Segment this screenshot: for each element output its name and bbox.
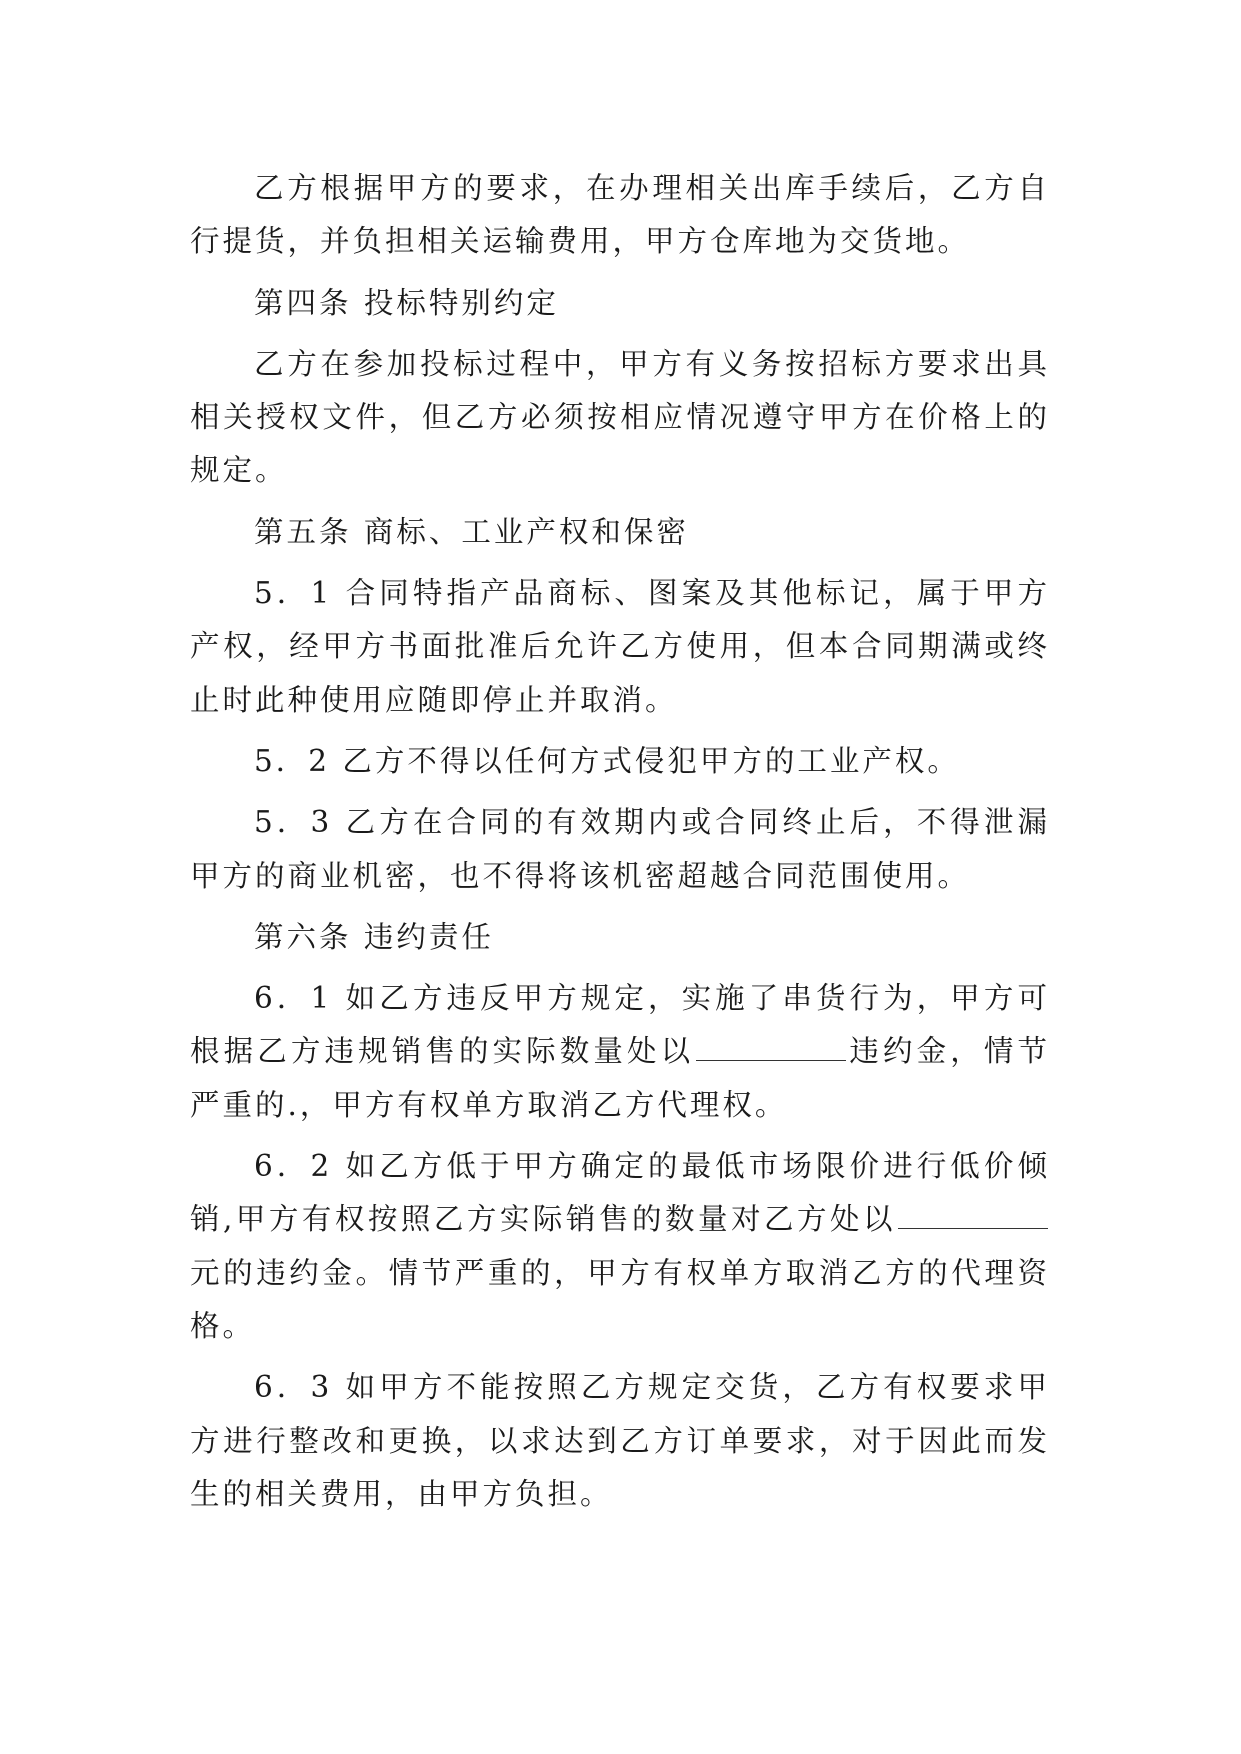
paragraph-6-1	[190, 972, 1050, 1132]
paragraph-5-2: 5．2 乙方不得以任何方式侵犯甲方的工业产权。	[254, 743, 960, 778]
paragraph-5-1: 5．1 合同特指产品商标、图案及其他标记，属于甲方产权，经甲方书面批准后允许乙方使用，但本合同期满或终止时此种使用应随即停止并取消。	[190, 576, 1050, 717]
paragraph-6-2	[190, 1140, 1050, 1353]
fill-in-blank	[696, 1030, 846, 1061]
paragraph-6-1-text-b: 违约金，情节严重的.，甲方有权单方取消乙方代理权。	[190, 1034, 1050, 1122]
paragraph-6-1-text-a: 6．1 如乙方违反甲方规定，实施了串货行为，甲方可根据乙方违规销售的实际数量处以	[190, 981, 1050, 1069]
heading-article-5: 第五条 商标、工业产权和保密	[254, 514, 689, 549]
heading-article-6: 第六条 违约责任	[254, 919, 494, 954]
paragraph-6-2-text-a: 6．2 如乙方低于甲方确定的最低市场限价进行低价倾销,甲方有权按照乙方实际销售的数量对乙方处以	[190, 1149, 1050, 1237]
paragraph-5-3: 5．3 乙方在合同的有效期内或合同终止后，不得泄漏甲方的商业机密，也不得将该机密超越合同范围使用。	[190, 805, 1050, 893]
paragraph-bidding: 乙方在参加投标过程中，甲方有义务按招标方要求出具相关授权文件，但乙方必须按相应情况遵守甲方在价格上的规定。	[190, 346, 1050, 488]
paragraph-delivery: 乙方根据甲方的要求，在办理相关出库手续后，乙方自行提货，并负担相关运输费用，甲方仓库地为交货地。	[190, 171, 1050, 259]
fill-in-blank	[898, 1198, 1048, 1229]
paragraph-6-3: 6．3 如甲方不能按照乙方规定交货，乙方有权要求甲方进行整改和更换，以求达到乙方订单要求，对于因此而发生的相关费用，由甲方负担。	[190, 1370, 1050, 1511]
paragraph-6-2-text-b: 元的违约金。情节严重的，甲方有权单方取消乙方的代理资格。	[190, 1255, 1050, 1343]
document-page	[190, 162, 1050, 1529]
heading-article-4: 第四条 投标特别约定	[254, 285, 559, 320]
